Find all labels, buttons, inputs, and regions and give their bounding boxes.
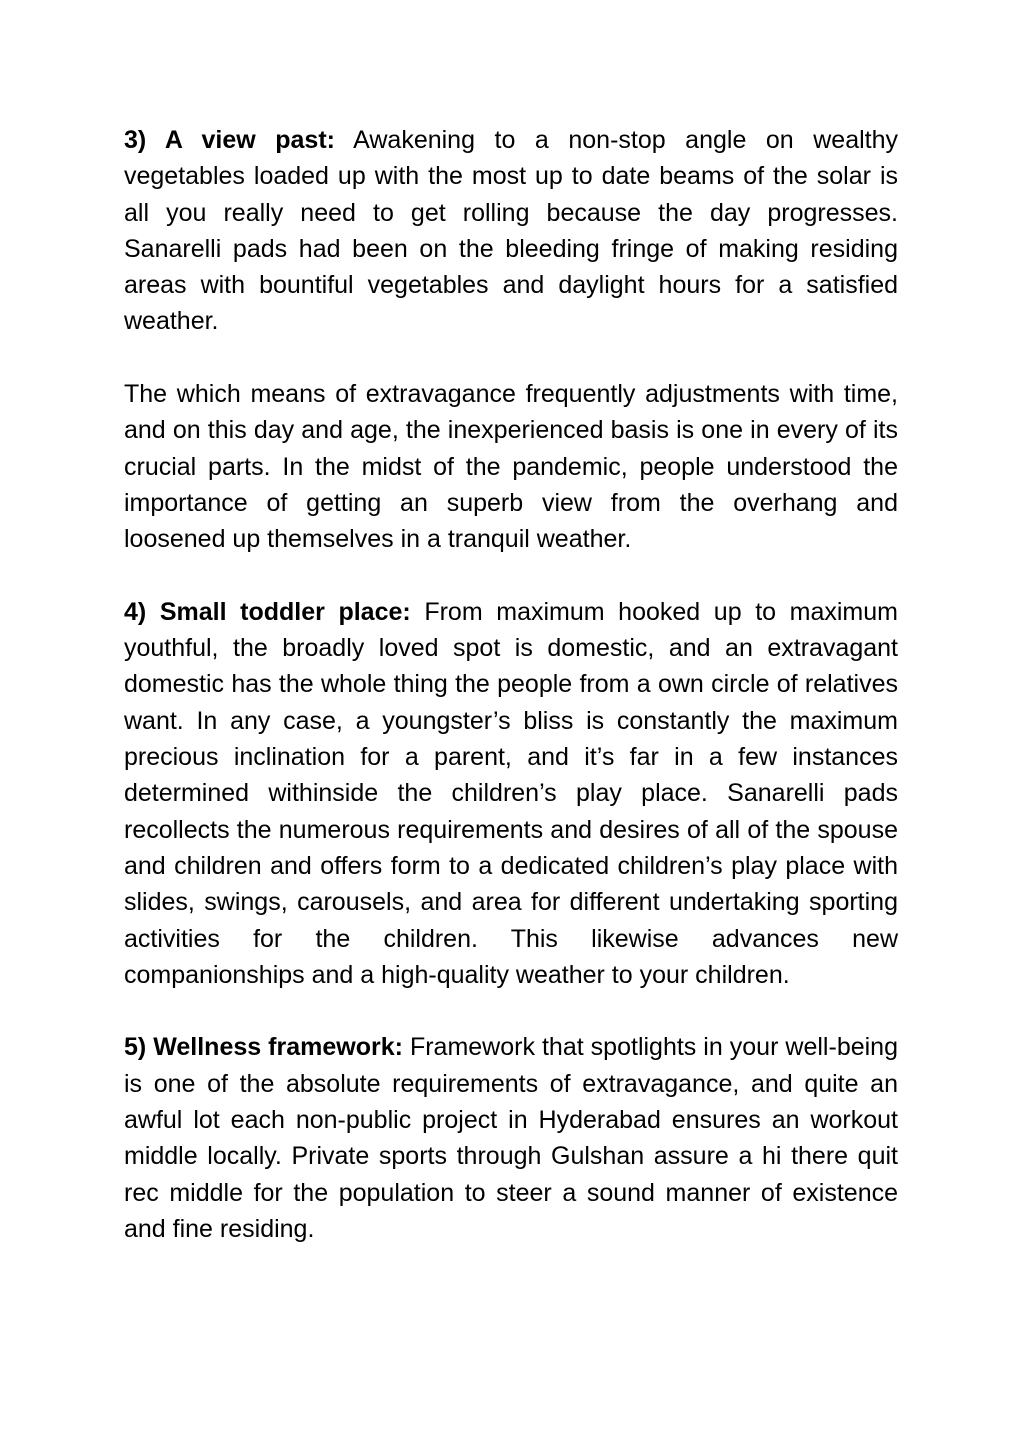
paragraph-text: The which means of extravagance frequently adjustments with time, and on this day and age, the inexperienced basis is one in every of its crucial parts. In the midst of the pandemic, people understood the importance of getting an superb view from the overhang and loosened up themselves in a tranquil weather. [124, 380, 898, 554]
paragraph-view-past [124, 122, 898, 340]
paragraph-text: From maximum hooked up to maximum youthful, the broadly loved spot is domestic, and an extravagant domestic has the whole thing the people from a own circle of relatives want. In any case, a youngster’s bliss is constantly the maximum precious inclination for a parent, and it’s far in a few instances determined withinside the children’s play place. Sanarelli pads recollects the numerous requirements and desires of all of the spouse and children and offers form to a dedicated children’s play place with slides, swings, carousels, and area for different undertaking sporting activities for the children. This likewise advances new companionships and a high-quality weather to your children. [124, 597, 898, 989]
heading-view-past: 3) A view past: [124, 126, 335, 154]
paragraph-toddler-place [124, 594, 898, 993]
paragraph-text: Awakening to a non-stop angle on wealthy vegetables loaded up with the most up to date beams of the solar is all you really need to get rolling because the day progresses. Sanarelli pads had been on the bleeding fringe of making residing areas with bountiful vegetables and daylight hours for a satisfied weather. [124, 126, 898, 336]
heading-toddler-place: 4) Small toddler place: [124, 597, 411, 626]
document-page [124, 122, 898, 1284]
heading-wellness-framework: 5) Wellness framework: [124, 1033, 403, 1062]
paragraph-extravagance-meaning [124, 376, 898, 557]
paragraph-text: Framework that spotlights in your well-being is one of the absolute requirements of extravagance, and quite an awful lot each non-public project in Hyderabad ensures an workout middle locally. Private sports through Gulshan assure a hi there quit rec middle for the population to steer a sound manner of existence and fine residing. [124, 1033, 898, 1243]
paragraph-wellness-framework [124, 1029, 898, 1247]
